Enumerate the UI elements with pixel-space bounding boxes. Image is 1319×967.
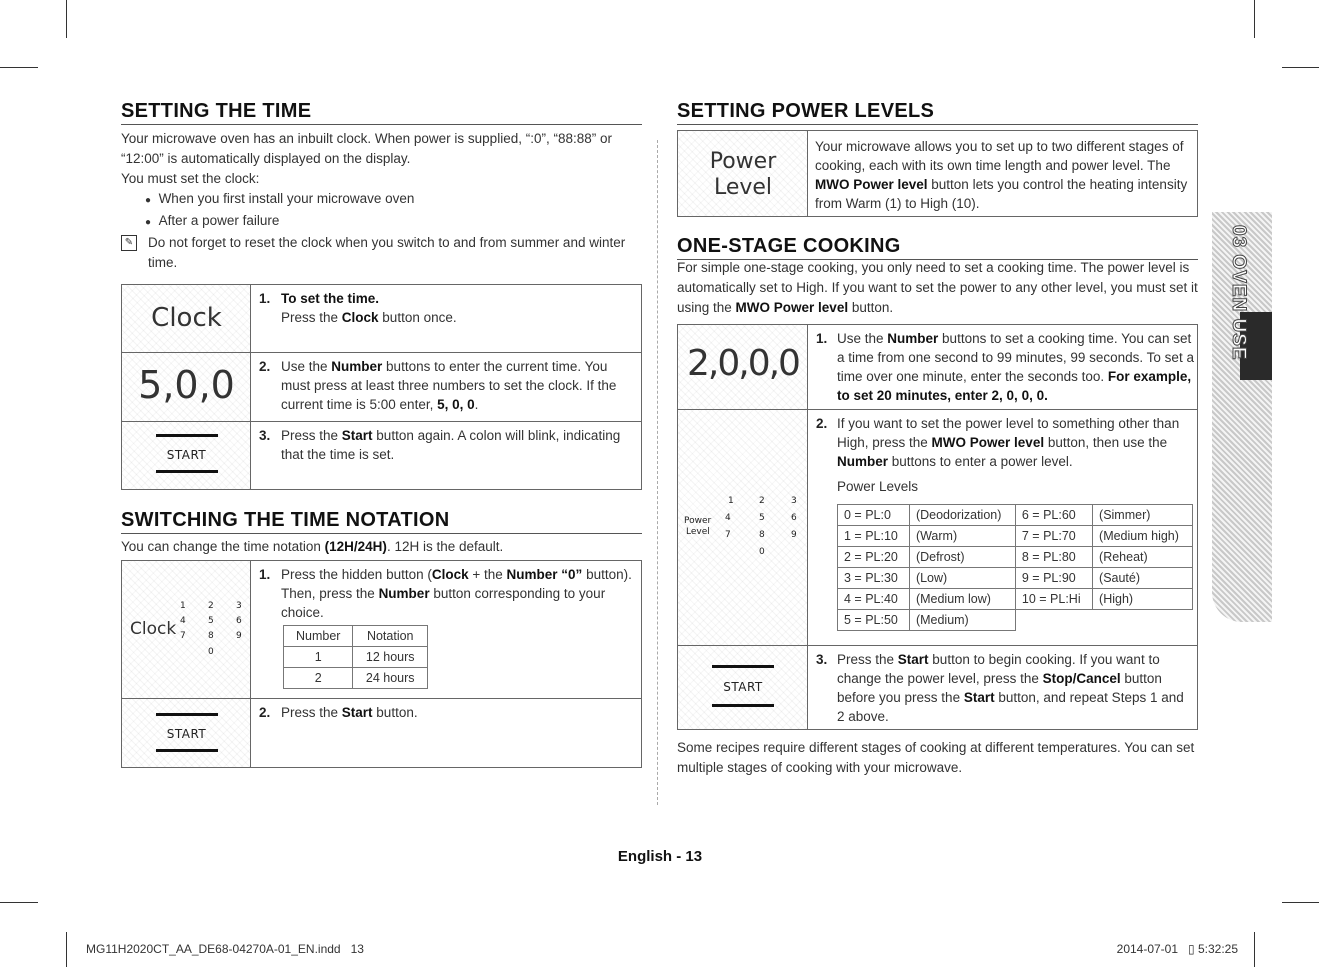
step-text: Press the hidden button (Clock + the Number “0” button). Then, press the Number button corresponding to your choice.	[281, 567, 632, 620]
footer-date: 2014-07-01 ▯ 5:32:25	[1116, 942, 1238, 956]
setting-time-intro: Your microwave oven has an inbuilt clock. When power is supplied, “:0”, “88:88” or “12:00” is automatically displayed on the display. You must set the clock: ● When you first install your microwave oven ● After a power failure ✎ Do not forget to reset the clock when you switch to and from summer and winter time.	[121, 131, 626, 270]
start-button-label: START	[166, 448, 207, 462]
step-number: 2.	[816, 416, 828, 431]
table-row: 2 24 hours	[284, 668, 428, 689]
crop-mark	[0, 902, 38, 903]
step-text: Press the Start button to begin cooking. If you want to change the power level, press the Stop/Cancel button before you press the Start button, and repeat Steps 1 and 2 above.	[837, 652, 1184, 724]
table-row: 5 = PL:50 (Medium)	[838, 610, 1193, 631]
start-button-label: START	[723, 680, 763, 694]
lcd-clock-display: Clock	[130, 619, 177, 639]
power-levels-table	[837, 504, 1193, 631]
bullet-item: When you first install your microwave oven	[158, 191, 415, 206]
crop-mark	[66, 932, 67, 967]
step-text: To set the time. Press the Clock button once.	[281, 291, 457, 325]
table-row: 4 = PL:40 (Medium low) 10 = PL:Hi (High)	[838, 589, 1193, 610]
section-title-power-levels: SETTING POWER LEVELS	[677, 100, 1198, 125]
table-row: 3 = PL:30 (Low) 9 = PL:90 (Sauté)	[838, 568, 1193, 589]
one-stage-steps-box: 2,0,0,0 1. Use the Number buttons to set a cooking time. You can set a time from one second to 99 minutes, 99 seconds. To set a time over one minute, enter the seconds too. For example, to set 20 minutes, enter 2, 0, 0, 0. Power Level 1 2 3 4 5 6 7 8 9 0 2. If you want to set the power level to something other than High, press the MWO Power level button, then use the Number buttons to enter a power level. Power Levels 0 = PL:0 (Deodorization) 6 = PL:60 (Simmer) 1 = PL:10 (Warm) 7 = PL:70 (Medium high) 2 = PL:20 (Defrost) 8 = PL:80 (Reheat) 3 = PL:30 (Low) 9 = PL:90 (Sauté) 4 = PL:40 (Medium low) 10 = PL:Hi (High) 5 = PL:50 (Medium) START 3. Press the Start button to begin cooking. If you want to change the power level, press the Stop/Cancel button before you press the Start button, and repeat Steps 1 and 2 above.	[677, 324, 1198, 730]
section-title-setting-time: SETTING THE TIME	[121, 100, 642, 125]
step-text: Use the Number buttons to enter the current time. You must press at least three numbers to set the clock. If the current time is 5:00 enter, 5, 0, 0.	[281, 359, 617, 412]
start-button-bar-top	[156, 434, 218, 437]
step-number: 1.	[259, 567, 271, 582]
table-row: 2 = PL:20 (Defrost) 8 = PL:80 (Reheat)	[838, 547, 1193, 568]
step-text: Press the Start button.	[281, 705, 418, 720]
page-number: English - 13	[617, 848, 703, 865]
step-number: 2.	[259, 705, 271, 720]
switching-steps-box: Clock 1 2 3 4 5 6 7 8 9 0 1. Press the hidden button (Clock + the Number “0” button). Then, press the Number button corresponding to your choice. Number Notation 1 12 hours 2 24 hours START 2. Press the Start button.	[121, 560, 642, 768]
table-header-row: Number Notation	[284, 626, 428, 647]
start-button-bar-bottom	[156, 470, 218, 473]
notation-table	[283, 625, 428, 689]
start-button-bar-bottom	[156, 749, 218, 752]
crop-mark	[1254, 0, 1255, 38]
power-levels-text: Your microwave allows you to set up to two different stages of cooking, each with its own time length and power level. The MWO Power level button lets you control the heating intensity from Warm (1) to High (10).	[815, 139, 1188, 211]
start-button-bar-bottom	[712, 704, 774, 707]
setting-time-steps-box	[121, 284, 642, 490]
footer-file-name: MG11H2020CT_AA_DE68-04270A-01_EN.indd 13	[86, 942, 364, 956]
chapter-tab-label: 03 OVEN USE	[1228, 225, 1249, 361]
step-text: Use the Number buttons to set a cooking time. You can set a time from one second to 99 minutes, 99 seconds. To set a time over one minute, enter the seconds too. For example, to set 20 minutes, enter 2, 0, 0, 0.	[837, 331, 1194, 403]
power-levels-box	[677, 130, 1198, 217]
bullet-item: After a power failure	[158, 213, 280, 228]
power-levels-heading: Power Levels	[837, 479, 919, 494]
start-button-bar-top	[712, 665, 774, 668]
table-row: 1 = PL:10 (Warm) 7 = PL:70 (Medium high)	[838, 526, 1193, 547]
one-stage-outro: Some recipes require different stages of cooking at different temperatures. You can set multiple stages of cooking with your microwave.	[677, 740, 1195, 775]
note-icon: ✎	[121, 235, 137, 251]
step-text: If you want to set the power level to something other than High, press the MWO Power level button, then use the Number buttons to enter a power level. Power Levels	[837, 414, 1195, 496]
switching-intro: You can change the time notation (12H/24H). 12H is the default.	[121, 539, 504, 554]
step-number: 3.	[816, 652, 828, 667]
section-title-one-stage: ONE-STAGE COOKING	[677, 235, 1198, 260]
one-stage-intro: For simple one-stage cooking, you only need to set a cooking time. The power level is automatically set to High. If you want to set the power to any other level, you must set it using the MWO Power level button.	[677, 260, 1198, 315]
table-row: 1 12 hours	[284, 647, 428, 668]
step-number: 1.	[259, 291, 271, 306]
crop-mark	[0, 67, 38, 68]
column-divider	[657, 140, 659, 805]
crop-mark	[66, 0, 67, 38]
lcd-digits-display: 5,0,0	[138, 363, 235, 407]
lcd-power-level-display: Power Level	[709, 149, 777, 200]
section-title-switching: SWITCHING THE TIME NOTATION	[121, 509, 642, 534]
crop-mark	[1254, 932, 1255, 967]
lcd-clock-display: Clock	[151, 303, 222, 333]
step-number: 2.	[259, 359, 271, 374]
table-row: 0 = PL:0 (Deodorization) 6 = PL:60 (Simmer)	[838, 505, 1193, 526]
crop-mark	[1282, 902, 1319, 903]
step-text: Press the Start button again. A colon will blink, indicating that the time is set.	[281, 428, 621, 462]
lcd-digits-display: 2,0,0,0	[687, 343, 799, 384]
step-number: 1.	[816, 331, 828, 346]
start-button-bar-top	[156, 713, 218, 716]
crop-mark	[1282, 67, 1319, 68]
step-number: 3.	[259, 428, 271, 443]
start-button-label: START	[166, 727, 207, 741]
